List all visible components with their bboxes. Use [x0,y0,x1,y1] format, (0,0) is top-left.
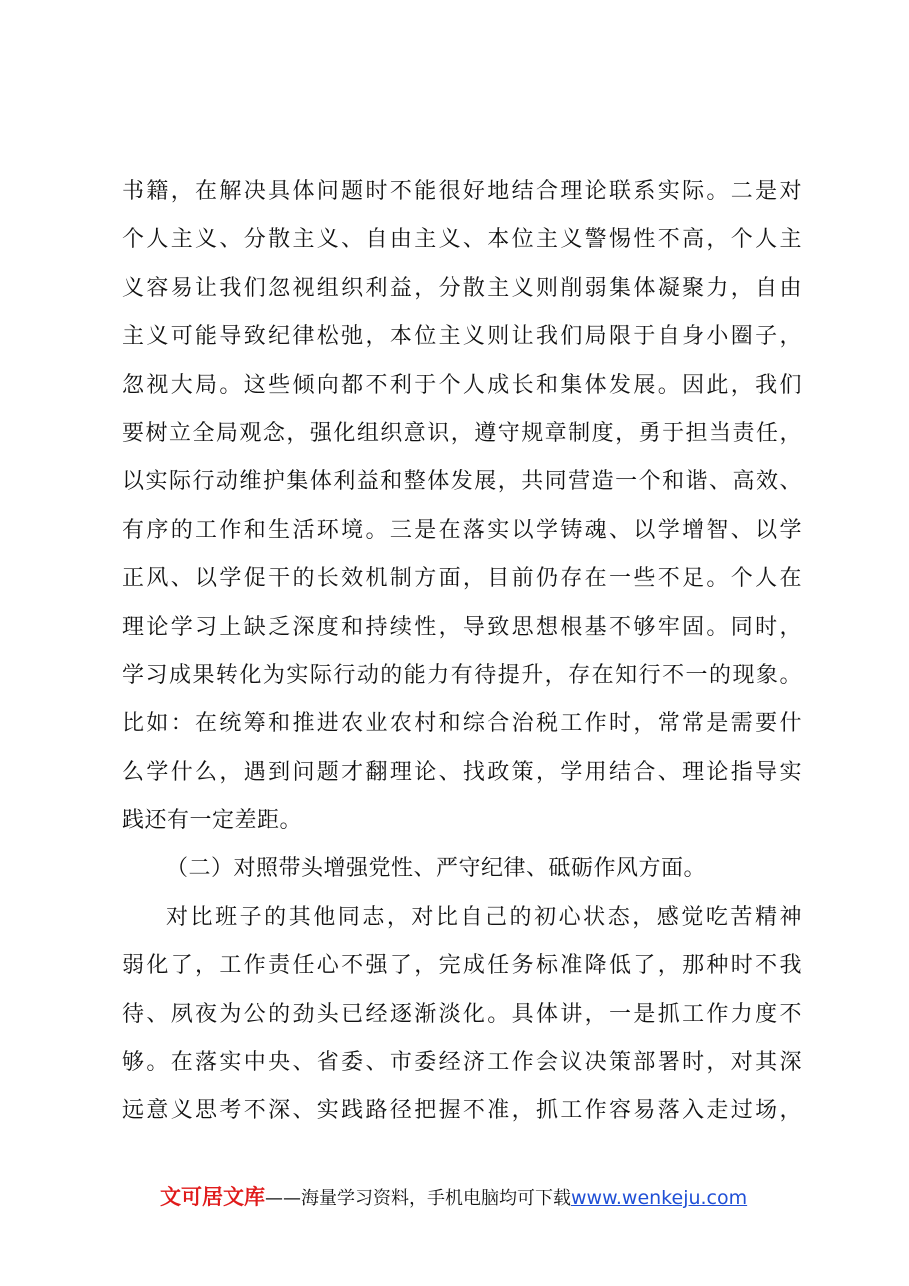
text-line: 以实际行动维护集体利益和整体发展，共同营造一个和谐、高效、 [122,469,802,495]
section-heading: （二）对照带头增强党性、严守纪律、砥砺作风方面。 [166,856,707,882]
text-line: 有序的工作和生活环境。三是在落实以学铸魂、以学增智、以学 [122,517,802,543]
footer-link[interactable]: www.wenkeju.com [571,1187,748,1209]
text-line: 主义可能导致纪律松弛，本位主义则让我们局限于自身小圈子， [122,324,802,350]
text-line: 比如：在统筹和推进农业农村和综合治税工作时，常常是需要什 [122,711,802,737]
text-line: 远意义思考不深、实践路径把握不准，抓工作容易落入走过场， [122,1098,802,1124]
text-line: 理论学习上缺乏深度和持续性，导致思想根基不够牢固。同时， [122,614,802,640]
text-line: 弱化了，工作责任心不强了，完成任务标准降低了，那种时不我 [122,953,802,979]
text-line: 学习成果转化为实际行动的能力有待提升，存在知行不一的现象。 [122,662,802,688]
text-line: 对比班子的其他同志，对比自己的初心状态，感觉吃苦精神 [166,904,802,930]
text-line: 够。在落实中央、省委、市委经济工作会议决策部署时，对其深 [122,1050,802,1076]
footer-banner [160,1180,747,1214]
text-line: 践还有一定差距。 [122,808,303,834]
text-line: 忽视大局。这些倾向都不利于个人成长和集体发展。因此，我们 [122,372,802,398]
text-line: 要树立全局观念，强化组织意识，遵守规章制度，勇于担当责任， [122,420,802,446]
footer-slogan: ——海量学习资料，手机电脑均可下载 [265,1188,571,1209]
text-line: 待、夙夜为公的劲头已经逐渐淡化。具体讲，一是抓工作力度不 [122,1001,802,1027]
document-body [122,168,802,1136]
text-line: 书籍，在解决具体问题时不能很好地结合理论联系实际。二是对 [122,179,802,204]
text-line: 义容易让我们忽视组织利益，分散主义则削弱集体凝聚力，自由 [122,275,802,301]
text-line: 么学什么，遇到问题才翻理论、找政策，学用结合、理论指导实 [122,759,802,785]
text-line: 正风、以学促干的长效机制方面，目前仍存在一些不足。个人在 [122,566,802,592]
footer-brand: 文可居文库 [160,1185,265,1209]
text-line: 个人主义、分散主义、自由主义、本位主义警惕性不高，个人主 [122,227,802,253]
